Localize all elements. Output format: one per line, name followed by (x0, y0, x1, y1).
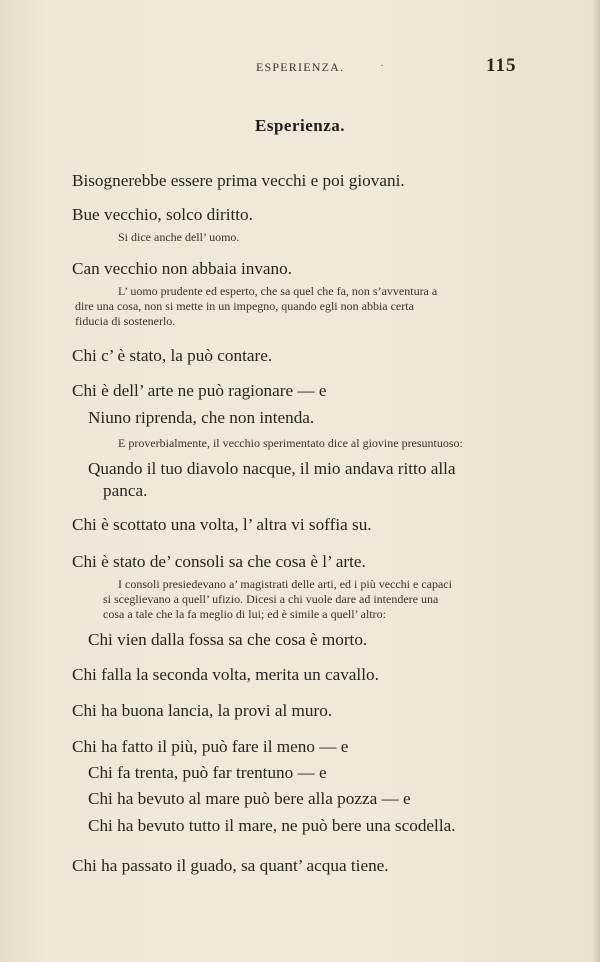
proverb-line: Niuno riprenda, che non intenda. (88, 408, 315, 427)
page-number: 115 (486, 55, 517, 76)
page-edge-shadow (592, 0, 600, 962)
proverb-line: Quando il tuo diavolo nacque, il mio andava ritto alla (88, 459, 456, 478)
note-line: L’ uomo prudente ed esperto, che sa quel che fa, non s’avventura a (118, 284, 438, 298)
proverb-line: Can vecchio non abbaia invano. (72, 259, 293, 278)
running-head: ESPERIENZA. (256, 60, 345, 74)
section-title: Esperienza. (254, 116, 346, 135)
proverb-line: Chi è dell’ arte ne può ragionare — e (72, 381, 327, 400)
note-line: I consoli presiedevano a’ magistrati delle arti, ed i più vecchi e capaci (118, 577, 452, 591)
proverb-line: Chi ha bevuto al mare può bere alla pozza — e (88, 789, 411, 808)
header-dot: · (380, 58, 384, 72)
note-line: fiducia di sostenerlo. (75, 314, 176, 328)
proverb-line: Chi è scottato una volta, l’ altra vi soffia su. (72, 515, 372, 534)
proverb-line: Chi vien dalla fossa sa che cosa è morto. (88, 630, 368, 649)
proverb-line: Chi ha buona lancia, la provi al muro. (72, 701, 333, 720)
proverb-line: Chi falla la seconda volta, merita un cavallo. (72, 665, 379, 684)
proverb-line: Chi fa trenta, può far trentuno — e (88, 763, 327, 782)
proverb-line: Bue vecchio, solco diritto. (72, 205, 253, 224)
proverb-line: panca. (103, 481, 148, 500)
proverb-line: Chi è stato de’ consoli sa che cosa è l’ arte. (72, 552, 366, 571)
note-line: dire una cosa, non si mette in un impegno, quando egli non abbia certa (75, 299, 414, 313)
note-line: cosa a tale che la fa meglio di lui; ed è simile a quell’ altro: (103, 607, 387, 621)
proverb-line: Bisognerebbe essere prima vecchi e poi giovani. (72, 171, 405, 190)
proverb-line: Chi ha fatto il più, può fare il meno — e (72, 737, 349, 756)
proverb-line: Chi ha bevuto tutto il mare, ne può bere una scodella. (88, 816, 456, 835)
proverb-line: Chi ha passato il guado, sa quant’ acqua tiene. (72, 856, 389, 875)
page-header (0, 55, 600, 80)
proverb-line: Chi c’ è stato, la può contare. (72, 346, 273, 365)
note-line: si sceglievano a quell’ ufizio. Dicesi a chi vuole dare ad intendere una (103, 592, 439, 606)
note-line: E proverbialmente, il vecchio sperimentato dice al giovine presuntuoso: (118, 436, 463, 450)
note-line: Si dice anche dell’ uomo. (118, 230, 240, 244)
